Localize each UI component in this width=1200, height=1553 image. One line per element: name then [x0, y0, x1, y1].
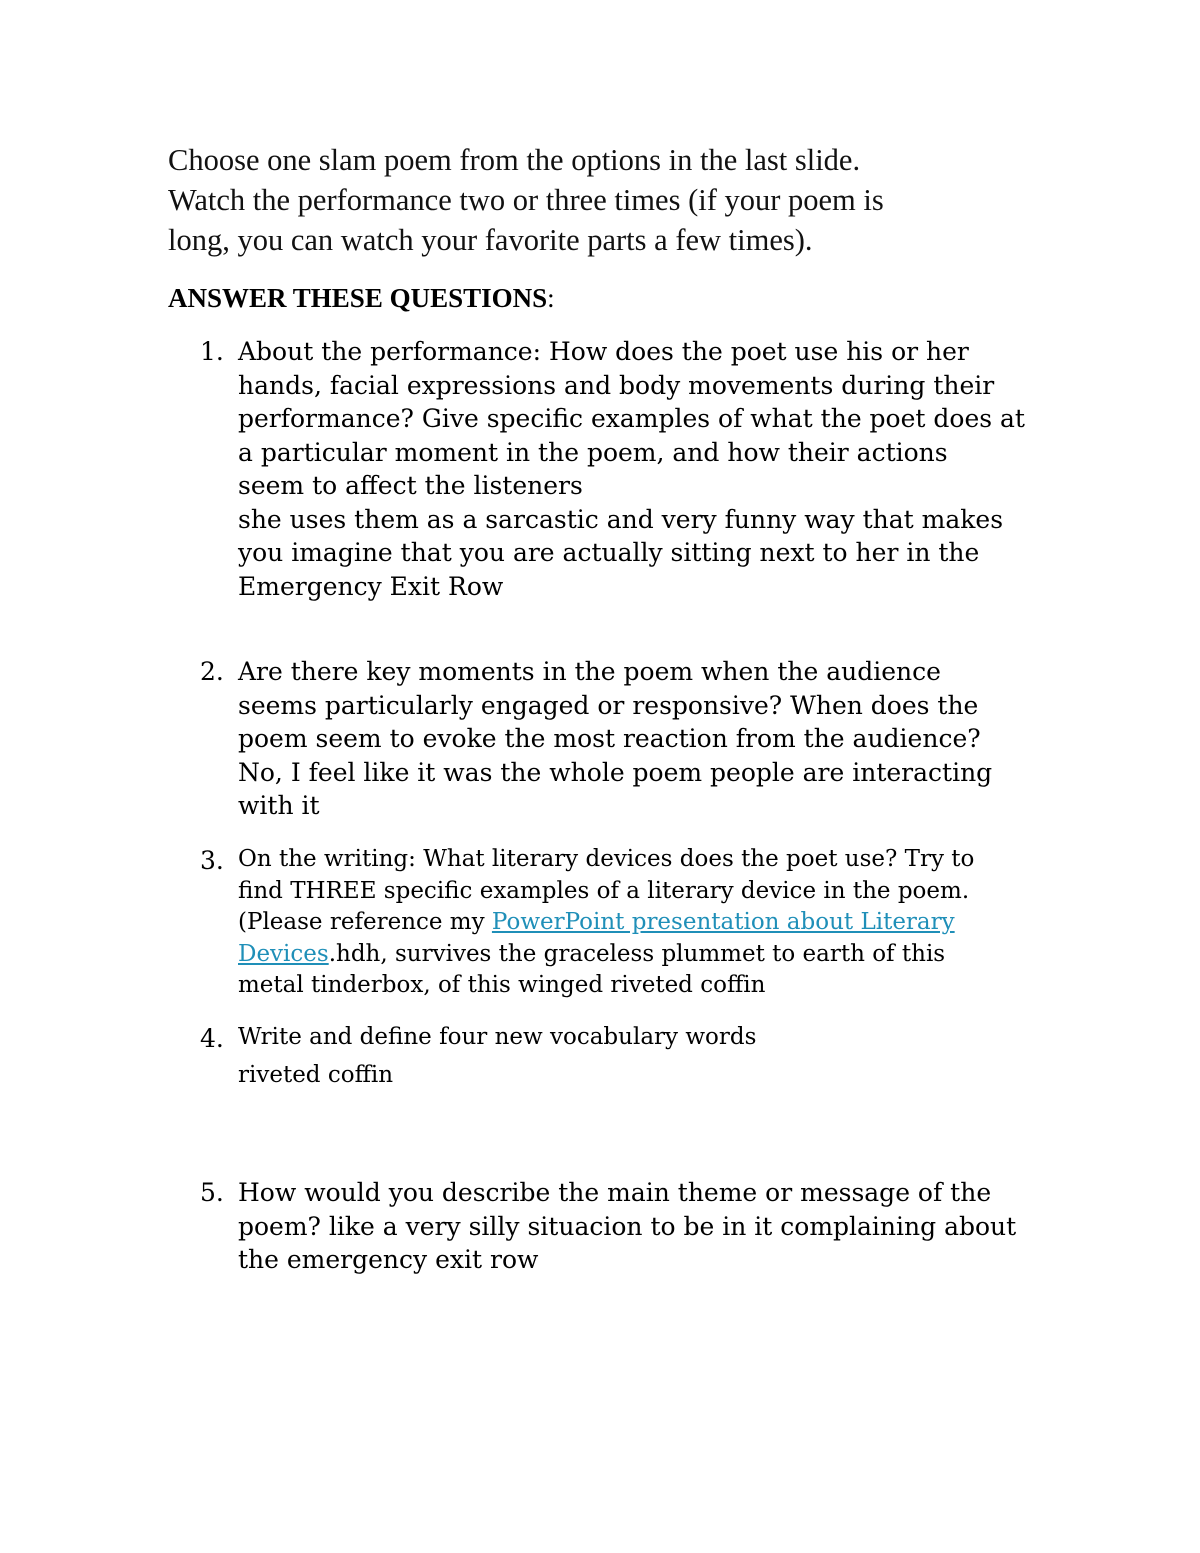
question-number: 2. — [200, 657, 224, 686]
question-line: find THREE specific examples of a literary device in the poem. — [238, 877, 970, 904]
question-line: seems particularly engaged or responsive? When does the — [238, 690, 979, 720]
question-line — [238, 939, 1118, 971]
answer-line: Emergency Exit Row — [238, 571, 504, 601]
answer-line: No, I feel like it was the whole poem people are interacting — [238, 757, 993, 787]
question-body — [238, 1022, 1118, 1091]
intro-line: long, you can watch your favorite parts a few times). — [168, 223, 813, 257]
question-line: Are there key moments in the poem when the audience — [238, 657, 941, 686]
question-line: How would you describe the main theme or message of the — [238, 1178, 992, 1207]
question-line: poem seem to evoke the most reaction from the audience? — [238, 724, 981, 753]
question-body — [238, 1176, 1118, 1277]
question-line: performance? Give specific examples of what the poet does at — [238, 404, 1025, 433]
literary-devices-link[interactable]: PowerPoint presentation about Literary — [491, 909, 955, 935]
answer-line: she uses them as a sarcastic and very funny way that makes — [238, 504, 1004, 534]
answer-line: riveted coffin — [238, 1061, 394, 1088]
question-number: 3. — [200, 846, 224, 875]
intro-line: Watch the performance two or three times (if your poem is — [168, 183, 884, 217]
question-body — [238, 655, 1118, 823]
literary-devices-link-continued[interactable]: Devices — [238, 940, 329, 967]
questions-heading — [168, 280, 555, 316]
question-line: Write and define four new vocabulary words — [238, 1024, 757, 1050]
question-line: seem to affect the listeners — [238, 471, 583, 500]
heading-text: ANSWER THESE QUESTIONS — [168, 283, 548, 313]
answer-text: .hdh, survives the graceless plummet to earth of this — [328, 940, 946, 967]
question-line — [238, 907, 1118, 939]
question-line: On the writing: What literary devices does the poet use? Try to — [238, 846, 975, 872]
intro-paragraph — [168, 140, 1068, 260]
answer-line: with it — [238, 791, 320, 820]
question-line: the emergency exit row — [238, 1245, 539, 1274]
question-number: 5. — [200, 1178, 224, 1207]
question-line: hands, facial expressions and body movements during their — [238, 370, 995, 400]
answer-line: metal tinderbox, of this winged riveted coffin — [238, 972, 766, 998]
question-line: About the performance: How does the poet use his or her — [238, 337, 969, 366]
question-line: a particular moment in the poem, and how their actions — [238, 437, 948, 467]
answer-line: you imagine that you are actually sitting next to her in the — [238, 538, 980, 567]
question-body — [238, 335, 1118, 603]
intro-line: Choose one slam poem from the options in the last slide. — [168, 143, 861, 177]
question-number: 1. — [200, 337, 224, 366]
question-body — [238, 844, 1118, 1002]
question-line: poem? like a very silly situacion to be in it complaining about — [238, 1211, 1017, 1241]
reference-prefix: (Please reference my — [238, 909, 492, 935]
heading-colon: : — [547, 283, 555, 313]
question-number: 4. — [200, 1024, 224, 1053]
